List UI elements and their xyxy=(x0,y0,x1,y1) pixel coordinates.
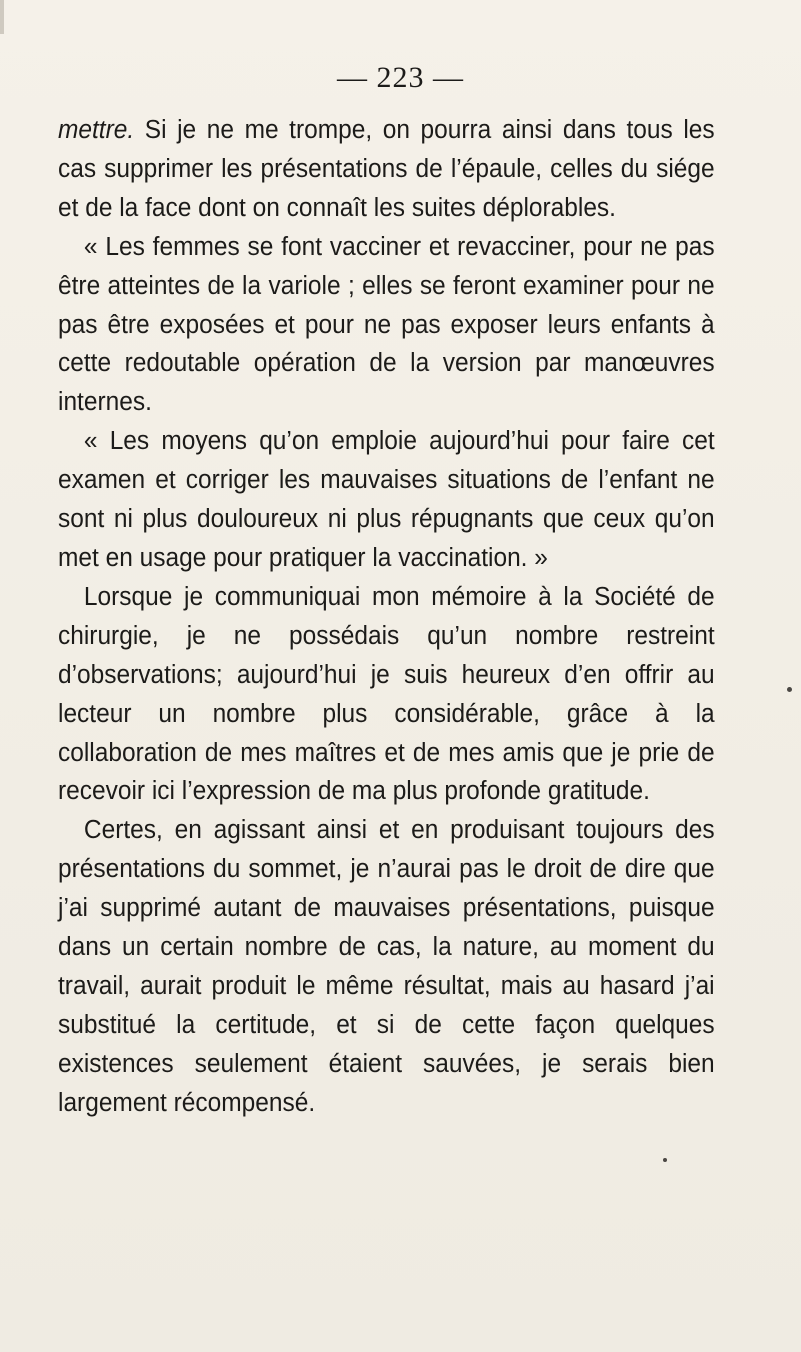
page-edge-mark xyxy=(0,0,4,34)
page-number-header: — 223 — xyxy=(337,61,464,94)
paragraph-1 xyxy=(58,111,715,228)
paragraph-5: Certes, en agissant ainsi et en produisant toujours des présentations du sommet, je n’aurai pas le droit de dire que j’ai supprimé autant de mauvaises présentations, puisque dans un certain nombre de cas, la nature, au moment du travail, aurait produit le même résultat, mais au hasard j’ai substitué la certitude, et si de cette façon quelques existences seulement étaient sauvées, je serais bien largement récompensé. xyxy=(58,816,715,1117)
paragraph-2: « Les femmes se font vacciner et revacciner, pour ne pas être atteintes de la variole ; elles se feront examiner pour ne pas être exposées et pour ne pas exposer leurs enfants à cette redoutable opération de la version par manœuvres internes. xyxy=(58,232,715,417)
margin-speck xyxy=(787,687,792,692)
paragraph-1-italic-word: mettre. xyxy=(58,116,135,144)
paragraph-1-text: Si je ne me trompe, on pourra ainsi dans tous les cas supprimer les présentations de l’épaule, celles du siége et de la face dont on connaît les suites déplorables. xyxy=(58,116,715,222)
paper-speck xyxy=(663,1158,667,1162)
paragraph-3: « Les moyens qu’on emploie aujourd’hui pour faire cet examen et corriger les mauvaises situations de l’enfant ne sont ni plus douloureux ni plus répugnants que ceux qu’on met en usage pour pratiquer la vaccination. » xyxy=(58,427,715,572)
paragraph-4: Lorsque je communiquai mon mémoire à la Société de chirurgie, je ne possédais qu’un nombre restreint d’observations; aujourd’hui je suis heureux d’en offrir au lecteur un nombre plus considérable, grâce à la collaboration de mes maîtres et de mes amis que je prie de recevoir ici l’expression de ma plus profonde gratitude. xyxy=(58,582,715,806)
body-text xyxy=(58,111,715,1123)
